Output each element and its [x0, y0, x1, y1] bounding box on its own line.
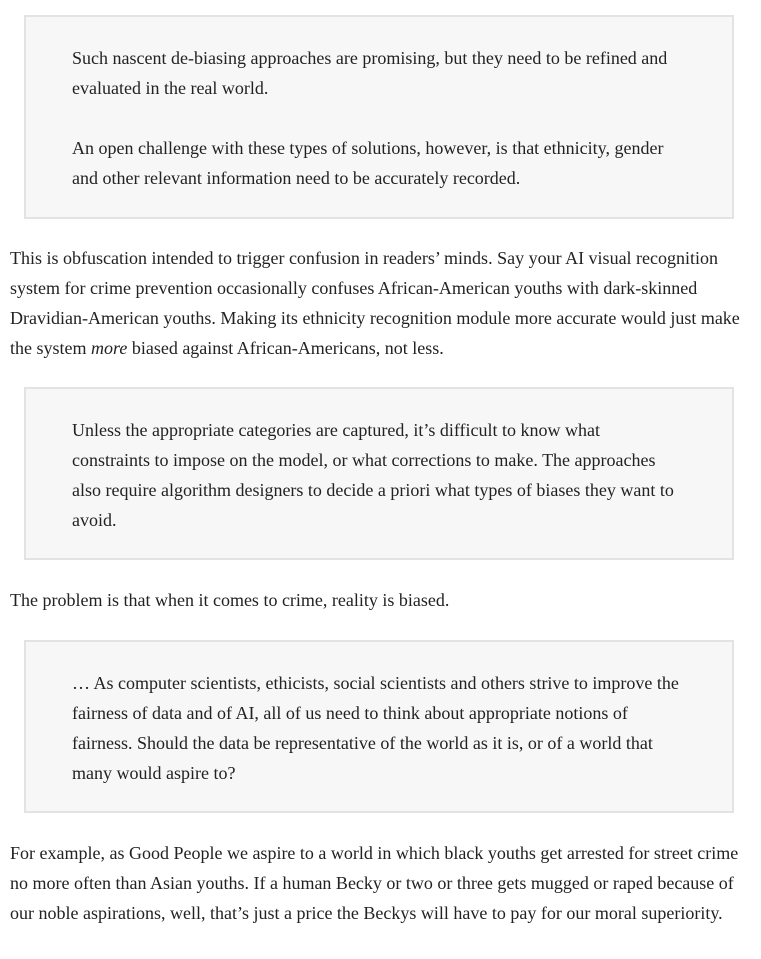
body-paragraph-3: For example, as Good People we aspire to a world in which black youths get arrested for street crime no more often than Asian youths. If a human Becky or two or three gets mugged or raped because of our noble aspirations, well, that’s just a price the Beckys will have to pay for our moral superiority. [10, 843, 739, 923]
blockquote-3 [24, 640, 734, 813]
quote-1-paragraph-1: Such nascent de-biasing approaches are promising, but they need to be refined and evaluated in the real world. [72, 48, 668, 98]
body-paragraph-1 [10, 243, 758, 363]
body-paragraph-2: The problem is that when it comes to crime, reality is biased. [10, 590, 450, 610]
blockquote-1 [24, 15, 734, 219]
blockquote-2 [24, 387, 734, 560]
quote-2-paragraph-1: Unless the appropriate categories are captured, it’s difficult to know what constraints to impose on the model, or what corrections to make. The approaches also require algorithm designers to decide a priori what types of biases they want to avoid. [72, 420, 674, 530]
quote-3-paragraph-1: … As computer scientists, ethicists, social scientists and others strive to improve the fairness of data and of AI, all of us need to think about appropriate notions of fairness. Should the data be representative of the world as it is, or of a world that many would aspire to? [72, 673, 679, 783]
body-paragraph-1-text-b: biased against African-Americans, not less. [127, 338, 444, 358]
emphasis-more: more [91, 338, 128, 358]
body-paragraph-1-text-a: This is obfuscation intended to trigger confusion in readers’ minds. Say your AI visual recognition system for crime prevention occasionally confuses African-American youths with dark-skinned Dravidian-American youths. Making its ethnicity recognition module more accurate would just make the system [10, 248, 740, 358]
quote-1-paragraph-2: An open challenge with these types of solutions, however, is that ethnicity, gender and other relevant information need to be accurately recorded. [72, 138, 664, 188]
